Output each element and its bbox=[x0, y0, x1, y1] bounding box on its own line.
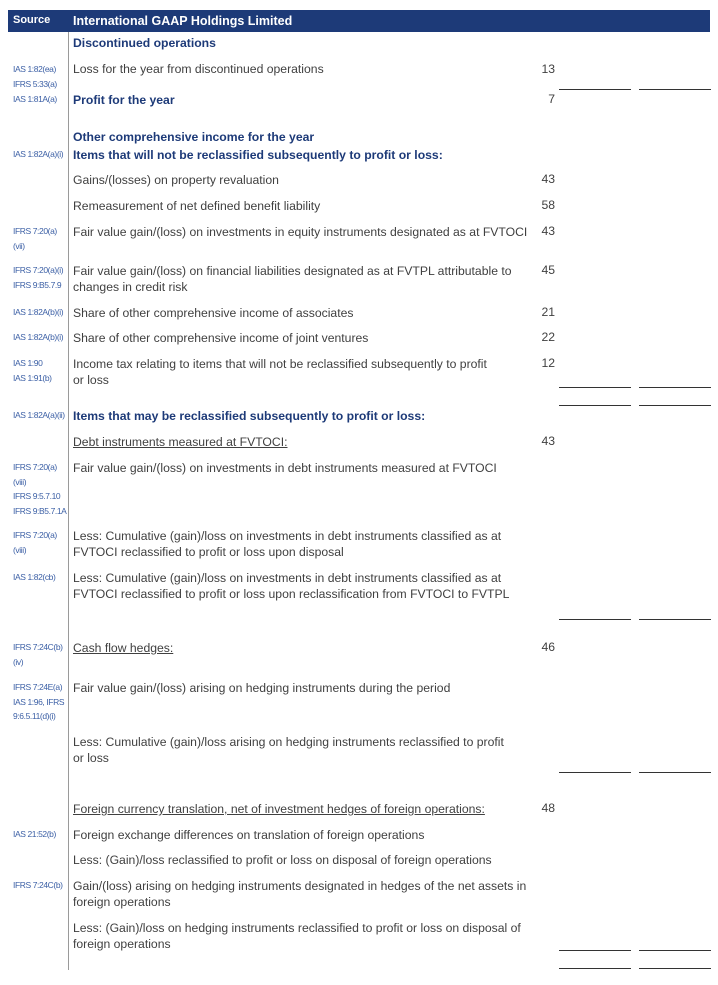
total-underline bbox=[639, 950, 711, 951]
note-ref: 43 bbox=[541, 434, 555, 448]
line-item: Less: Cumulative (gain)/loss on investments in debt instruments classified as at FVTOCI reclassified to profit or loss upon reclassification from FVTOCI to FVTPL bbox=[73, 571, 510, 601]
note-ref: 58 bbox=[541, 198, 555, 212]
total-underline bbox=[559, 968, 631, 969]
source-ref: IFRS 7:24E(a) IAS 1:96, IFRS 9:6.5.11(d)(i) bbox=[13, 682, 65, 721]
section-heading-may-be-reclassified: Items that may be reclassified subsequently to profit or loss: bbox=[73, 409, 426, 423]
source-ref: IFRS 7:20(a) (viii) IFRS 9:5.7.10 IFRS 9:B5.7.1A bbox=[13, 462, 67, 516]
line-item: Less: (Gain)/loss on hedging instruments reclassified to profit or loss on disposal of foreign operations bbox=[73, 921, 521, 951]
line-item: Less: (Gain)/loss reclassified to profit or loss on disposal of foreign operations bbox=[73, 853, 492, 867]
total-underline bbox=[639, 405, 711, 406]
line-item: Fair value gain/(loss) on investments in equity instruments designated as at FVTOCI bbox=[73, 225, 528, 239]
note-ref: 21 bbox=[541, 305, 555, 319]
note-ref: 13 bbox=[541, 62, 555, 76]
source-ref: IAS 1:90 IAS 1:91(b) bbox=[13, 358, 52, 383]
note-ref: 45 bbox=[541, 263, 555, 277]
line-item: Share of other comprehensive income of associates bbox=[73, 306, 354, 320]
section-heading-discontinued: Discontinued operations bbox=[73, 36, 216, 50]
source-ref: IFRS 7:24C(b) (iv) bbox=[13, 642, 63, 667]
note-ref: 46 bbox=[541, 640, 555, 654]
total-underline bbox=[639, 619, 711, 620]
line-item: Gains/(losses) on property revaluation bbox=[73, 173, 279, 187]
source-ref: IAS 1:82A(a)(i) bbox=[13, 149, 64, 159]
source-ref: IFRS 7:20(a)(i) IFRS 9:B5.7.9 bbox=[13, 265, 64, 290]
note-ref: 22 bbox=[541, 330, 555, 344]
line-item: Fair value gain/(loss) arising on hedging instruments during the period bbox=[73, 681, 451, 695]
source-ref: IAS 1:82A(a)(ii) bbox=[13, 410, 65, 420]
line-item: Share of other comprehensive income of joint ventures bbox=[73, 331, 369, 345]
line-item: Remeasurement of net defined benefit liability bbox=[73, 199, 321, 213]
total-underline bbox=[639, 387, 711, 388]
total-underline bbox=[639, 772, 711, 773]
line-item: Fair value gain/(loss) on investments in debt instruments measured at FVTOCI bbox=[73, 461, 497, 475]
source-ref: IAS 1:82A(b)(i) bbox=[13, 307, 64, 317]
subheading-debt-instruments: Debt instruments measured at FVTOCI: bbox=[73, 435, 288, 449]
note-ref: 43 bbox=[541, 172, 555, 186]
section-heading-oci: Other comprehensive income for the year bbox=[73, 130, 315, 144]
source-ref: IAS 1:82(ea) IFRS 5:33(a) bbox=[13, 64, 57, 89]
line-item: Gain/(loss) arising on hedging instruments designated in hedges of the net assets in foreign operations bbox=[73, 879, 527, 909]
total-underline bbox=[559, 950, 631, 951]
source-ref: IAS 21:52(b) bbox=[13, 829, 56, 839]
source-ref: IFRS 7:24C(b) bbox=[13, 880, 63, 890]
line-item: Income tax relating to items that will not be reclassified subsequently to profit or loss bbox=[73, 357, 487, 387]
total-underline bbox=[639, 89, 711, 90]
total-underline bbox=[559, 387, 631, 388]
line-item: Fair value gain/(loss) on financial liabilities designated as at FVTPL attributable to changes in credit risk bbox=[73, 264, 512, 294]
source-ref: IFRS 7:20(a) (vii) bbox=[13, 226, 57, 251]
source-column-header: Source bbox=[13, 14, 51, 26]
note-ref: 43 bbox=[541, 224, 555, 238]
total-underline bbox=[559, 405, 631, 406]
source-ref: IAS 1:82(cb) bbox=[13, 572, 56, 582]
column-divider bbox=[68, 32, 69, 970]
section-heading-not-reclassified: Items that will not be reclassified subsequently to profit or loss: bbox=[73, 148, 443, 162]
subheading-foreign-currency: Foreign currency translation, net of investment hedges of foreign operations: bbox=[73, 802, 485, 816]
line-item: Foreign exchange differences on translation of foreign operations bbox=[73, 828, 425, 842]
table-header bbox=[8, 10, 710, 32]
line-item: Less: Cumulative (gain)/loss on investments in debt instruments classified as at FVTOCI reclassified to profit or loss upon disposal bbox=[73, 529, 502, 559]
note-ref: 12 bbox=[541, 356, 555, 370]
total-underline bbox=[559, 772, 631, 773]
subheading-cash-flow-hedges: Cash flow hedges: bbox=[73, 641, 174, 655]
source-ref: IAS 1:81A(a) bbox=[13, 94, 57, 104]
source-ref: IFRS 7:20(a) (viii) bbox=[13, 530, 57, 555]
note-ref: 7 bbox=[548, 92, 555, 106]
source-ref: IAS 1:82A(b)(i) bbox=[13, 332, 64, 342]
note-ref: 48 bbox=[541, 801, 555, 815]
total-underline bbox=[639, 968, 711, 969]
line-item: Less: Cumulative (gain)/loss arising on hedging instruments reclassified to profit or loss bbox=[73, 735, 504, 765]
line-item: Loss for the year from discontinued operations bbox=[73, 62, 324, 76]
profit-for-year: Profit for the year bbox=[73, 93, 175, 107]
company-name-header: International GAAP Holdings Limited bbox=[73, 14, 293, 28]
total-underline bbox=[559, 89, 631, 90]
total-underline bbox=[559, 619, 631, 620]
